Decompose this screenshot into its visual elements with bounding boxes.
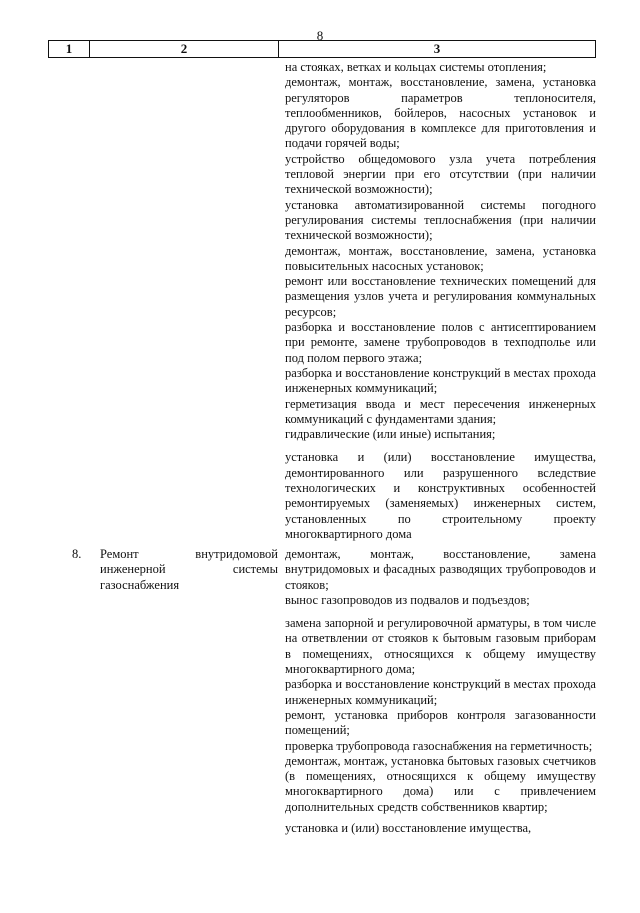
work-item: замена запорной и регулировочной арматуры, в том числе на ответвлении от стояков к бытовым газовым приборам в помещениях, относящихся к общему имуществу многоквартирного дома; bbox=[285, 616, 596, 677]
work-item: ремонт или восстановление технических помещений для размещения узлов учета и регулирования коммунальных ресурсов; bbox=[285, 274, 596, 319]
work-item: установка автоматизированной системы погодного регулирования системы теплоснабжения (при наличии технической возможности); bbox=[285, 197, 596, 243]
work-item: демонтаж, монтаж, восстановление, замена, установка регуляторов параметров теплоносителя, теплообменников, бойлеров, насосных установок и другого оборудования в комплексе для приготовления и подачи горячей воды; bbox=[285, 75, 596, 151]
work-item: ремонт, установка приборов контроля загазованности помещений; bbox=[285, 707, 596, 738]
work-item: установка и (или) восстановление имущества, демонтированного или разрушенного вследствие технологических и конструктивных особенностей ремонтируемых (заменяемых) инженерных систем, установленных по строительному проекту многоквартирного дома bbox=[285, 450, 596, 541]
page-number: 8 bbox=[316, 28, 324, 43]
work-item: на стояках, ветках и кольцах системы отопления; bbox=[285, 60, 547, 74]
column-header-3: 3 bbox=[433, 41, 441, 56]
work-item: проверка трубопровода газоснабжения на герметичность; bbox=[285, 738, 593, 753]
work-item: демонтаж, монтаж, установка бытовых газовых счетчиков (в помещениях, относящихся к общему имуществу многоквартирного дома) или с привлечением дополнительных средств собственников квартир; bbox=[285, 753, 596, 814]
work-item: установка и (или) восстановление имущества, bbox=[285, 821, 532, 836]
table-header-row bbox=[48, 40, 596, 58]
column-header-1: 1 bbox=[49, 41, 90, 57]
work-item: демонтаж, монтаж, восстановление, замена, установка повысительных насосных установок; bbox=[285, 243, 596, 273]
works-list-row8 bbox=[285, 547, 596, 836]
work-item: разборка и восстановление полов с антисептированием при ремонте, замене трубопроводов в техподполье или под полом первого этажа; bbox=[285, 320, 596, 365]
work-item: разборка и восстановление конструкций в местах прохода инженерных коммуникаций; bbox=[285, 677, 596, 707]
column-header-2: 2 bbox=[90, 41, 279, 57]
work-item: разборка и восстановление конструкций в местах прохода инженерных коммуникаций; bbox=[285, 365, 596, 396]
works-list-continued bbox=[285, 60, 596, 542]
work-item: вынос газопроводов из подвалов и подъездов; bbox=[285, 592, 530, 607]
work-item: устройство общедомового узла учета потребления тепловой энергии при его отсутствии (при наличии технической возможности); bbox=[285, 151, 596, 197]
work-item: демонтаж, монтаж, восстановление, замена внутридомовых и фасадных разводящих трубопроводов и стояков; bbox=[285, 547, 596, 592]
row-number: 8. bbox=[72, 547, 82, 561]
work-item: герметизация ввода и мест пересечения инженерных коммуникаций с фундаментами здания; bbox=[285, 396, 596, 426]
work-item: гидравлические (или иные) испытания; bbox=[285, 427, 496, 442]
row-title: Ремонт внутридомовой инженерной системы газоснабжения bbox=[100, 547, 278, 592]
